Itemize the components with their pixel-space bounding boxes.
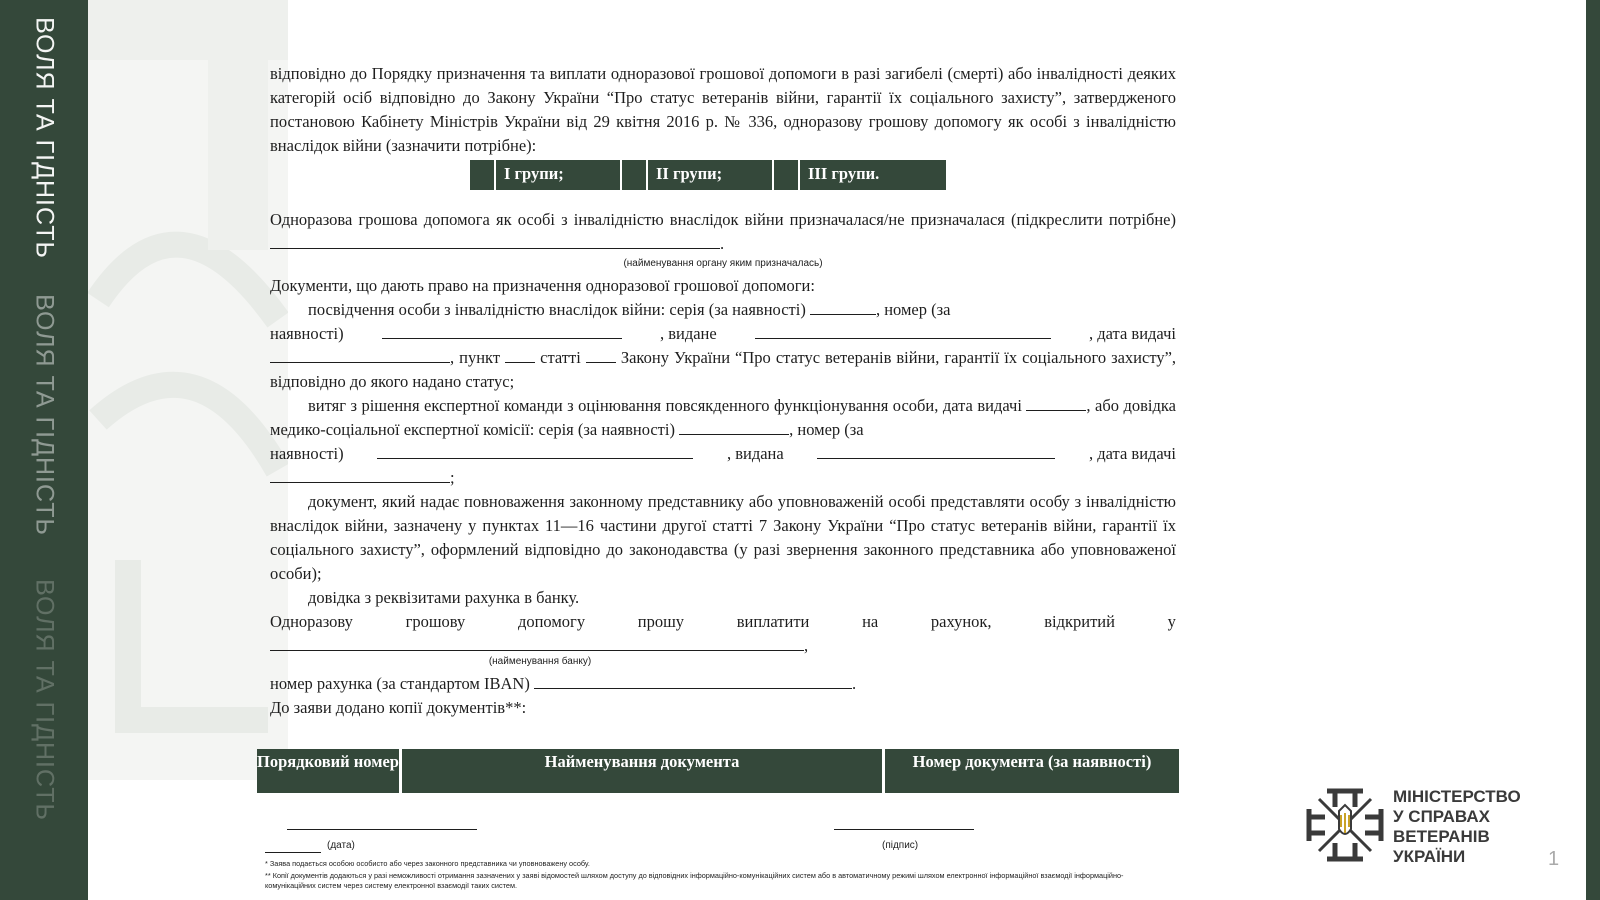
footnote-2: ** Копії документів додаються у разі неможливості отримання зазначених у заяві відомостей шляхом доступу до відповідних інформаційно-комунікаційних систем або в автоматичному режимі шляхом електронної інформаційної взаємодії інформаційно-комунікаційних систем через систему електронної взаємодії таких систем.	[265, 871, 1124, 890]
watermark-background	[88, 0, 288, 780]
group-2-label: ІІ групи;	[648, 160, 772, 190]
certificate-point-field[interactable]	[505, 346, 535, 363]
ministry-logo-text: МІНІСТЕРСТВО У СПРАВАХ ВЕТЕРАНІВ УКРАЇНИ	[1393, 787, 1521, 866]
date-signature-line[interactable]	[287, 828, 477, 830]
trident-cross-icon	[1305, 785, 1385, 865]
certificate-number-field[interactable]	[382, 322, 622, 339]
sign-signature-line[interactable]	[834, 828, 974, 830]
document-item-extract: витяг з рішення експертної команди з оцінювання повсякденного функціонування особи, дата видачі , або довідка медико-соціальної експертної комісії: серія (за наявності) , номер (за	[270, 396, 1176, 439]
watermark-emblem-icon	[88, 0, 288, 780]
column-header-document-name: Найменування документа	[402, 749, 882, 793]
application-form	[270, 62, 1176, 720]
column-header-document-number: Номер документа (за наявності)	[885, 749, 1179, 793]
date-caption: (дата)	[327, 840, 355, 851]
certificate-series-field[interactable]	[810, 298, 876, 315]
column-header-order-number: Порядковий номер	[257, 749, 399, 793]
mse-number-field[interactable]	[377, 442, 693, 459]
document-item-bank: довідка з реквізитами рахунка в банку.	[308, 588, 580, 607]
page-number: 1	[1548, 848, 1560, 870]
iban-field[interactable]	[534, 672, 852, 689]
certificate-issuer-field[interactable]	[755, 322, 1051, 339]
docs-heading: Документи, що дають право на призначення одноразової грошової допомоги:	[270, 276, 815, 295]
group-2-checkbox[interactable]	[622, 160, 646, 190]
certificate-line-3: , пункт статті Закону України “Про статус ветеранів війни, гарантії їх соціального захисту”, відповідно до якого надано статус;	[270, 348, 1177, 391]
bank-name-line: ,	[270, 634, 1176, 656]
side-slogan-2: ВОЛЯ ТА ГІДНІСТЬ	[30, 294, 59, 536]
mse-date-field[interactable]	[270, 466, 450, 483]
iban-line: номер рахунка (за стандартом IBAN) .	[270, 674, 857, 693]
certificate-article-field[interactable]	[586, 346, 616, 363]
group-3-label: ІІІ групи.	[800, 160, 946, 190]
document-item-authority: документ, який надає повноваження законному представнику або уповноваженій особі представляти особу з інвалідністю внаслідок війни, зазначену у пунктах 11—16 частини другої статті 7 Закону України “Про статус ветеранів війни, гарантії їх соціального захисту”, оформлений відповідно до законодавства (у разі звернення законного представника або уповноваженої особи);	[270, 492, 1176, 583]
group-3-checkbox[interactable]	[774, 160, 798, 190]
group-1-label: І групи;	[496, 160, 620, 190]
ministry-logo	[1305, 785, 1545, 871]
intro-paragraph: відповідно до Порядку призначення та виплати одноразової грошової допомоги в разі загибелі (смерті) або інвалідності деяких категорій осіб відповідно до Закону України “Про статус ветеранів війни, гарантії їх соціального захисту”, затвердженого постановою Кабінету Міністрів України від 29 квітня 2016 р. № 336, одноразову грошову допомогу як особі з інвалідністю внаслідок війни (зазначити потрібне):	[270, 64, 1176, 155]
assigned-caption: (найменування органу яким призначалась)	[623, 258, 823, 269]
mse-series-field[interactable]	[679, 418, 789, 435]
side-slogan-1: ВОЛЯ ТА ГІДНІСТЬ	[30, 17, 59, 259]
disability-group-row	[470, 160, 1176, 190]
attached-heading: До заяви додано копії документів**:	[270, 698, 527, 717]
extract-line-3: наявності) , видана , дата видачі	[270, 444, 1176, 463]
group-1-checkbox[interactable]	[470, 160, 494, 190]
attached-documents-table	[257, 749, 1179, 793]
assigned-paragraph: Одноразова грошова допомога як особі з інвалідністю внаслідок війни призначалася/не призначалася (підкреслити потрібне) .	[270, 210, 1176, 253]
footnote-divider	[265, 851, 321, 853]
certificate-date-field[interactable]	[270, 346, 450, 363]
certificate-line-2: наявності) , видане , дата видачі	[270, 324, 1176, 343]
side-slogan-3: ВОЛЯ ТА ГІДНІСТЬ	[30, 579, 59, 821]
sign-caption: (підпис)	[882, 840, 919, 851]
extract-line-4: ;	[270, 466, 1176, 490]
bank-name-field[interactable]	[270, 634, 804, 651]
bank-caption: (найменування банку)	[488, 656, 592, 667]
extract-date-field[interactable]	[1026, 394, 1086, 411]
document-item-certificate: посвідчення особи з інвалідністю внаслідок війни: серія (за наявності) , номер (за	[308, 300, 951, 319]
assigned-text: Одноразова грошова допомога як особі з інвалідністю внаслідок війни призначалася/не призначалася (підкреслити потрібне)	[270, 210, 1176, 229]
right-border	[1586, 0, 1600, 900]
footnote-1: * Заява подається особою особисто або через законного представника чи уповноважену особу.	[265, 859, 590, 868]
payment-request-line: Одноразову грошову допомогу прошу виплатити на рахунок, відкритий у	[270, 612, 1176, 631]
side-band	[0, 0, 88, 900]
mse-issuer-field[interactable]	[817, 442, 1055, 459]
assigning-authority-field[interactable]	[270, 232, 720, 249]
